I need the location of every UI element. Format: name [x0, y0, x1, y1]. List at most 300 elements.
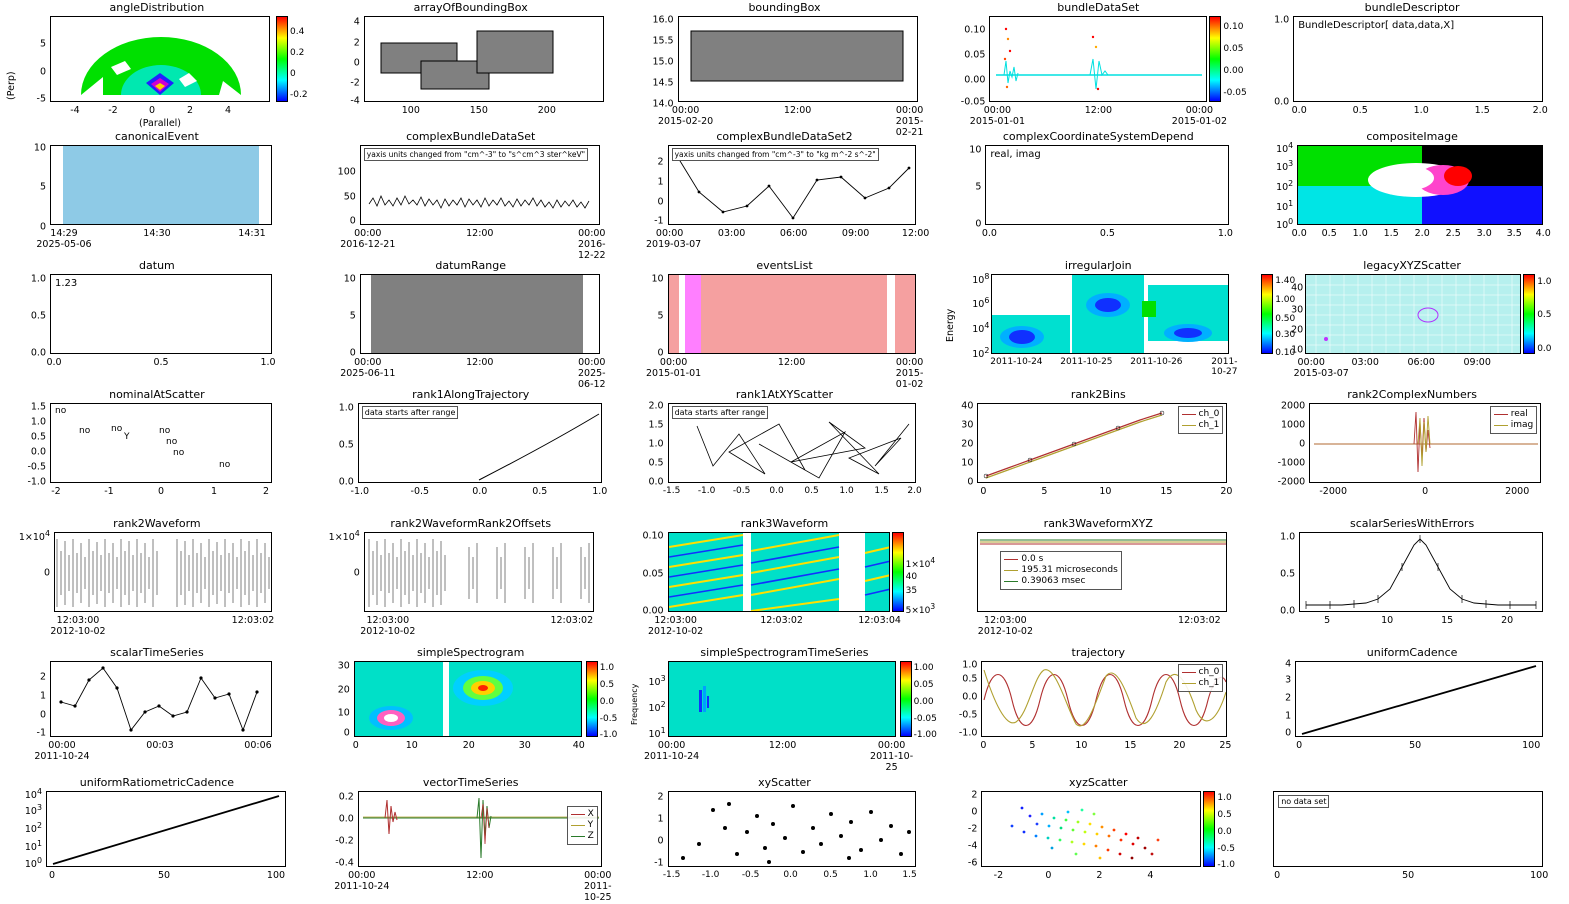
panel-title: complexBundleDataSet — [406, 130, 536, 144]
x-tick-0: 2011-10-24 — [990, 357, 1043, 368]
panel-trajectory — [941, 645, 1255, 774]
y-tick-4: $10^4$ — [24, 786, 42, 801]
x-tick-1: 12:00 — [466, 228, 494, 240]
y-tick-10: 10 — [969, 144, 982, 156]
y-tick-10: 10 — [343, 273, 356, 285]
x-tick-5: 25 — [1219, 740, 1232, 752]
panel-nominal-at-scatter — [0, 387, 314, 516]
plot-area — [358, 403, 602, 483]
plot-area — [668, 791, 916, 867]
panel-title: xyScatter — [758, 775, 811, 789]
y-tick-m4: -4 — [350, 95, 360, 107]
x-tick-2: 1.0 — [260, 357, 276, 369]
legend-label: X — [587, 808, 594, 819]
x-tick-7: 2.0 — [907, 486, 922, 497]
y-tick-05: 0.5 — [1280, 568, 1296, 580]
plot-area — [668, 274, 916, 354]
panel-title: rank2Bins — [1070, 388, 1126, 402]
panel-title: angleDistribution — [109, 1, 205, 14]
legend-swatch — [1182, 672, 1196, 673]
x-tick-0: 00:00 — [659, 357, 688, 369]
panel-xyz-scatter — [941, 775, 1255, 904]
colorbar-tick-0: 0.10 — [1223, 22, 1244, 32]
x-tick-0: -1.0 — [350, 486, 370, 498]
plot-area — [360, 274, 600, 354]
x-tick-3: 15 — [1124, 740, 1137, 752]
panel-title: rank1AlongTrajectory — [412, 388, 530, 402]
y-tick-1: 1.0 — [1274, 14, 1290, 26]
x-date-0: 2016-12-21 — [340, 239, 396, 251]
colorbar-tick-2: 0.0 — [599, 697, 615, 708]
y-tick-m1: -1.0 — [958, 727, 978, 739]
x-tick-1: 12:00 — [783, 105, 812, 116]
legend-swatch — [1182, 683, 1196, 684]
x-tick-0: -2000 — [1319, 486, 1347, 498]
plot-area — [358, 791, 602, 867]
panel-title: rank3WaveformXYZ — [1043, 517, 1153, 531]
y-tick-4: 1.0 — [30, 416, 46, 428]
y-tick-10: 10 — [33, 142, 46, 154]
plot-area — [668, 403, 916, 483]
x-tick-2: 100 — [1522, 740, 1541, 752]
x-tick-6: 1.5 — [902, 869, 917, 880]
panel-composite-image — [1255, 129, 1569, 258]
y-tick-1: 1.0 — [1280, 531, 1296, 543]
y-tick-2: 2 — [657, 156, 664, 168]
x-date-1: 2011-10-25 — [583, 880, 612, 903]
y-tick-2: 2 — [657, 791, 664, 803]
x-tick-0: -2 — [51, 486, 61, 498]
x-tick-1: -1 — [104, 486, 114, 498]
legend-label: ch_1 — [1198, 678, 1220, 689]
colorbar-tick-0: 1.0 — [599, 663, 615, 674]
x-date-0: 2025-05-06 — [36, 239, 92, 251]
panel-title: datumRange — [435, 259, 506, 273]
panel-bundle-data-set — [941, 0, 1255, 129]
panel-title: nominalAtScatter — [109, 388, 205, 402]
plot-area — [50, 661, 272, 737]
panel-title: vectorTimeSeries — [422, 775, 519, 789]
legend-swatch — [1004, 581, 1018, 582]
point-label-5: no — [166, 437, 178, 448]
x-tick-0: -4 — [70, 105, 80, 116]
leftbar-tick-4: 0.10 — [1275, 348, 1296, 359]
panel-rank1-at-xy-scatter — [628, 387, 942, 516]
y-tick-30: 30 — [337, 660, 350, 672]
x-tick-2: 200 — [537, 105, 556, 116]
y-tick-1: $10^1$ — [1276, 199, 1294, 214]
x-tick-1: 0.5 — [1321, 228, 1337, 240]
plot-area — [977, 532, 1227, 612]
colorbar — [892, 532, 904, 612]
x-tick-3: 09:00 — [1463, 357, 1491, 369]
x-tick-1: 50 — [157, 869, 171, 881]
colorbar-tick-3: -0.5 — [1217, 843, 1235, 854]
y-tick-5: 5 — [39, 38, 46, 50]
x-tick-3: 0.0 — [783, 869, 798, 880]
panel-title: compositeImage — [1366, 130, 1458, 144]
panel-events-list — [628, 258, 942, 391]
y-tick-2: 2.0 — [648, 400, 664, 412]
y-tick-0: 0 — [657, 347, 664, 359]
y-tick-0: 0.0 — [962, 691, 978, 703]
y-tick-10: 10 — [961, 457, 974, 469]
axis-change-note: yaxis units changed from "cm^-3" to "kg m^-2 s^-2" — [672, 148, 879, 161]
panel-title: uniformCadence — [1366, 646, 1458, 660]
y-tick-m05: -0.5 — [958, 709, 978, 721]
plot-area — [678, 16, 918, 102]
leftbar-tick-3: 0.30 — [1275, 330, 1296, 341]
legend-swatch — [571, 825, 585, 826]
x-tick-0: 14:29 — [50, 228, 78, 240]
x-tick-1: 5 — [1029, 740, 1036, 752]
plot-area — [977, 403, 1227, 483]
y-tick-2: 2 — [353, 37, 360, 49]
colorbar-tick-4: -1.0 — [1217, 859, 1235, 870]
x-tick-1: 12:03:02 — [550, 615, 594, 627]
point-label-0: no — [55, 406, 67, 417]
x-tick-1: 0.5 — [153, 357, 169, 369]
panel-simple-spectrogram-time-series — [628, 645, 942, 774]
plot-area — [1305, 274, 1521, 354]
y-tick-0: $10^0$ — [24, 855, 42, 870]
x-date-0: 2012-10-02 — [50, 626, 106, 638]
panel-complex-coordinate-system-depend — [941, 129, 1255, 258]
panel-legacy-xyz-scatter — [1255, 258, 1569, 387]
x-tick-2: 00:00 — [895, 357, 924, 369]
x-tick-0: -1.5 — [662, 869, 681, 880]
x-tick-0: 0 — [980, 740, 987, 752]
colorbar-tick-0: 1.0 — [1217, 792, 1232, 803]
y-tick-05: 0.5 — [962, 673, 978, 685]
y-tick-05: 0.5 — [338, 439, 354, 451]
panel-datum — [0, 258, 314, 387]
x-tick-3: 4 — [1147, 869, 1154, 881]
colorbar-tick-2: 0.00 — [1223, 66, 1244, 76]
legend-item-0 — [1182, 409, 1220, 420]
x-tick-3: 1.5 — [1383, 228, 1399, 240]
legend-swatch — [1494, 414, 1508, 415]
legend-label: ch_1 — [1198, 420, 1220, 431]
panel-title: simpleSpectrogram — [417, 646, 525, 660]
x-tick-2: 00:00 — [584, 869, 612, 881]
legend — [1000, 551, 1121, 590]
x-date-0: 2015-03-07 — [1293, 368, 1349, 380]
x-date-0: 2011-10-24 — [34, 751, 90, 763]
y-tick-3: 0.5 — [30, 431, 46, 443]
y-tick-1: 14.5 — [652, 77, 674, 89]
panel-rank2-bins — [941, 387, 1255, 516]
legend-item-1 — [571, 820, 594, 831]
colorbar-tick-3: $5\times 10^3$ — [905, 602, 936, 617]
y-tick-2: $10^2$ — [648, 700, 666, 715]
y-tick-50: 50 — [343, 191, 356, 203]
x-tick-4: 0.5 — [823, 869, 838, 880]
panel-scalar-series-with-errors — [1255, 516, 1569, 645]
x-tick-0: 12:03:00 — [654, 615, 697, 627]
x-tick-3: 2 — [186, 105, 194, 116]
x-tick-0: 0.0 — [981, 228, 997, 240]
x-tick-6: 3.0 — [1476, 228, 1492, 240]
y-axis-label: (Perp) — [6, 71, 17, 100]
legend-swatch — [1182, 414, 1196, 415]
y-tick-m2: -2 — [350, 77, 360, 89]
y-tick-30: 30 — [1291, 304, 1304, 316]
x-tick-1: 14:30 — [143, 228, 171, 240]
panel-angle-distribution — [0, 0, 314, 129]
x-tick-3: 30 — [518, 740, 531, 752]
x-tick-1: 0.5 — [1099, 228, 1115, 240]
y-tick-05: 0.5 — [648, 457, 664, 469]
point-label-1: no — [79, 426, 91, 437]
x-date-1: 2016-12-22 — [577, 239, 606, 262]
y-tick-010: 0.10 — [642, 530, 664, 542]
point-label-7: no — [219, 460, 231, 471]
x-tick-2: 20 — [462, 740, 475, 752]
x-tick-3: 0.0 — [769, 486, 784, 497]
y-tick-0: 0 — [39, 221, 46, 233]
x-tick-1: 12:00 — [777, 357, 806, 369]
y-tick-0: 0 — [43, 567, 50, 579]
x-tick-2: 00:00 — [1185, 105, 1214, 116]
panel-bundle-descriptor — [1255, 0, 1569, 129]
x-tick-0: 0 — [1274, 869, 1281, 881]
y-tick-4: 4 — [1285, 658, 1292, 670]
y-tick-2: 2 — [971, 789, 978, 801]
y-tick-0: 0.0 — [648, 476, 664, 488]
x-tick-0: 00:00 — [1297, 357, 1325, 369]
point-label-4: no — [159, 426, 171, 437]
y-tick-0: 0 — [343, 727, 350, 739]
y-tick-30: 30 — [961, 419, 974, 431]
point-label-3: Y — [124, 432, 130, 443]
x-tick-1: 150 — [469, 105, 488, 116]
x-tick-1: 0 — [1422, 486, 1429, 498]
point-label-6: no — [173, 448, 185, 459]
plot-area — [354, 661, 582, 737]
y-tick-m02: -0.2 — [335, 835, 354, 847]
y-tick-1: 1 — [1285, 710, 1292, 722]
y-tick-1: 1 — [657, 176, 664, 188]
y-tick-0: 0.00 — [642, 605, 664, 617]
x-tick-2: 14:31 — [238, 228, 266, 240]
plot-area — [46, 791, 286, 867]
y-tick-1e4: $1\times 10^4$ — [328, 529, 360, 544]
x-tick-0: 00:00 — [983, 105, 1012, 116]
x-tick-1: 10 — [405, 740, 418, 752]
colorbar — [1209, 16, 1221, 102]
x-tick-0: 0 — [352, 740, 359, 752]
x-tick-0: 100 — [401, 105, 420, 116]
plot-area — [1293, 16, 1543, 102]
colorbar-tick-1: 0.05 — [1223, 44, 1244, 54]
legend-swatch — [1004, 559, 1018, 560]
y-tick-2: 0.05 — [964, 49, 986, 61]
y-tick-1: 1.0 — [338, 402, 354, 414]
y-tick-0: 0 — [657, 835, 664, 847]
x-tick-1: 12:03:02 — [231, 615, 275, 627]
legend-label: 195.31 microseconds — [1021, 565, 1118, 576]
x-tick-3: 0.5 — [532, 486, 548, 498]
panel-title: scalarSeriesWithErrors — [1349, 517, 1475, 531]
x-tick-2: 00:06 — [244, 740, 272, 752]
y-tick-0: 0.0 — [30, 347, 46, 359]
legend-text: real, imag — [990, 149, 1041, 161]
panel-array-of-bounding-box — [314, 0, 628, 129]
x-tick-1: -0.5 — [410, 486, 430, 498]
colorbar-tick-3: -0.05 — [1223, 88, 1247, 98]
panel-title: rank3Waveform — [740, 517, 829, 531]
y-tick-20: 20 — [337, 684, 350, 696]
y-tick-4: 2000 — [1281, 400, 1306, 412]
y-tick-5: 5 — [349, 310, 356, 322]
x-tick-2: 10 — [1075, 740, 1088, 752]
plot-area — [668, 532, 890, 612]
panel-rank3-waveform — [628, 516, 942, 645]
panel-title: datum — [139, 259, 175, 273]
panel-datum-range — [314, 258, 628, 391]
y-tick-1: 1 — [39, 690, 46, 702]
plot-area — [1299, 532, 1543, 612]
x-tick-1: 00:03 — [146, 740, 174, 752]
legend-label: ch_0 — [1198, 409, 1220, 420]
panel-title: complexBundleDataSet2 — [716, 130, 853, 144]
x-tick-1: 5 — [1041, 486, 1048, 498]
x-tick-4: 20 — [1173, 740, 1186, 752]
y-tick-0: -0.05 — [960, 96, 986, 108]
panel-complex-bundle-data-set — [314, 129, 628, 262]
x-tick-1: 12:00 — [466, 357, 494, 369]
panel-vector-time-series — [314, 775, 628, 904]
y-tick-0: 0 — [39, 66, 46, 78]
panel-irregular-join — [941, 258, 1255, 387]
plot-area — [360, 145, 600, 225]
y-tick-2: $10^2$ — [1276, 179, 1294, 194]
y-tick-10: 10 — [1291, 344, 1304, 356]
data-range-note: data starts after range — [672, 406, 769, 419]
colorbar-tick-2: 0.00 — [913, 697, 934, 708]
legend-swatch — [571, 836, 585, 837]
plot-area — [50, 16, 270, 102]
y-tick-1: -0.5 — [27, 461, 46, 473]
plot-area — [1295, 661, 1543, 737]
x-tick-1: 2011-10-25 — [1060, 357, 1113, 368]
panel-title: rank2ComplexNumbers — [1347, 388, 1477, 402]
legend-label: Y — [587, 819, 594, 830]
y-tick-1: 1 — [657, 813, 664, 825]
panel-rank3-waveform-xyz — [941, 516, 1255, 645]
y-tick-2: 15.0 — [652, 56, 674, 68]
y-axis-label: Energy — [945, 308, 957, 343]
x-tick-4: 4 — [224, 105, 232, 116]
colorbar-tick-2: 35 — [905, 586, 918, 597]
x-tick-2: 15 — [1441, 615, 1454, 627]
y-tick-5: 1.5 — [30, 401, 46, 413]
x-date-0: 2011-10-24 — [334, 880, 390, 892]
x-tick-3: 2011-10-27 — [1211, 357, 1238, 378]
y-tick-4: $10^4$ — [1276, 141, 1294, 156]
y-tick-100: 100 — [337, 166, 356, 178]
colorbar-tick-3: -0.2 — [290, 90, 308, 100]
x-tick-4: 0.5 — [804, 486, 819, 497]
y-tick-0: 0 — [353, 57, 360, 69]
leftbar-tick-0: 1.40 — [1275, 276, 1296, 287]
no-data-note: no data set — [1278, 795, 1329, 808]
x-tick-2: 00:00 — [877, 740, 906, 752]
plot-area — [50, 145, 272, 225]
y-tick-2: 2 — [39, 671, 46, 683]
y-tick-0: 14.0 — [652, 98, 674, 110]
x-tick-0: 0.0 — [1291, 228, 1307, 240]
plot-area — [364, 16, 604, 102]
legend-item-0 — [571, 809, 594, 820]
x-tick-1: 50 — [1402, 869, 1415, 881]
panel-complex-bundle-data-set-2 — [628, 129, 942, 258]
y-tick-0: 0.0 — [1274, 96, 1290, 108]
x-tick-5: 1.0 — [863, 869, 878, 880]
legend-item-1 — [1494, 420, 1534, 431]
y-tick-005: 0.05 — [642, 568, 664, 580]
y-tick-0: 0 — [353, 567, 360, 579]
panel-title: eventsList — [756, 259, 813, 273]
x-date-0: 2011-10-24 — [643, 751, 700, 763]
legend-label: imag — [1510, 420, 1534, 431]
y-tick-4: 16.0 — [652, 14, 674, 26]
colorbar-tick-2: 0.0 — [1537, 344, 1552, 355]
x-tick-2: 06:00 — [1407, 357, 1435, 369]
y-tick-15: 1.5 — [648, 419, 664, 431]
x-tick-0: 0.0 — [1291, 105, 1307, 116]
y-tick-2: $10^2$ — [972, 346, 990, 361]
x-tick-0: 12:03:00 — [366, 615, 410, 627]
y-tick-m1: -1 — [654, 215, 664, 227]
y-tick-m4: -4 — [967, 840, 978, 852]
x-tick-2: 0 — [148, 105, 156, 116]
y-tick-0: 0 — [657, 196, 664, 208]
x-tick-0: 0 — [1296, 740, 1303, 752]
panel-simple-spectrogram — [314, 645, 628, 774]
colorbar-tick-1: 0.5 — [1217, 809, 1232, 820]
panel-title: scalarTimeSeries — [110, 646, 204, 660]
x-tick-2: 00:00 — [578, 228, 606, 240]
x-tick-2: 100 — [1530, 869, 1549, 881]
panel-title: rank1AtXYScatter — [735, 388, 834, 402]
x-tick-0: 00:00 — [655, 228, 684, 240]
y-tick-0: 0 — [971, 806, 978, 818]
y-tick-0: 0.0 — [1280, 605, 1296, 617]
panel-title: arrayOfBoundingBox — [413, 1, 528, 14]
colorbar-tick-2: 0 — [290, 69, 296, 79]
panel-scalar-time-series — [0, 645, 314, 774]
x-tick-0: 0 — [980, 486, 987, 498]
plot-area — [1273, 791, 1543, 867]
legend-item-1 — [1004, 565, 1117, 576]
y-tick-05: 0.5 — [30, 310, 46, 322]
x-tick-1: 0.5 — [1352, 105, 1368, 116]
x-tick-1: 12:03:02 — [1178, 615, 1221, 627]
y-tick-2: 0.0 — [30, 446, 46, 458]
y-tick-5: 5 — [39, 181, 46, 193]
y-tick-2: 0 — [1299, 438, 1306, 450]
y-tick-m5: -5 — [36, 93, 46, 105]
x-date-1: 2015-02-21 — [895, 116, 924, 138]
y-tick-m1: -1 — [36, 727, 46, 739]
colorbar — [900, 661, 912, 737]
legend-item-0 — [1004, 554, 1117, 565]
x-tick-2: -0.5 — [732, 486, 751, 497]
x-tick-4: 40 — [572, 740, 585, 752]
colorbar-tick-1: 0.5 — [1537, 310, 1552, 321]
